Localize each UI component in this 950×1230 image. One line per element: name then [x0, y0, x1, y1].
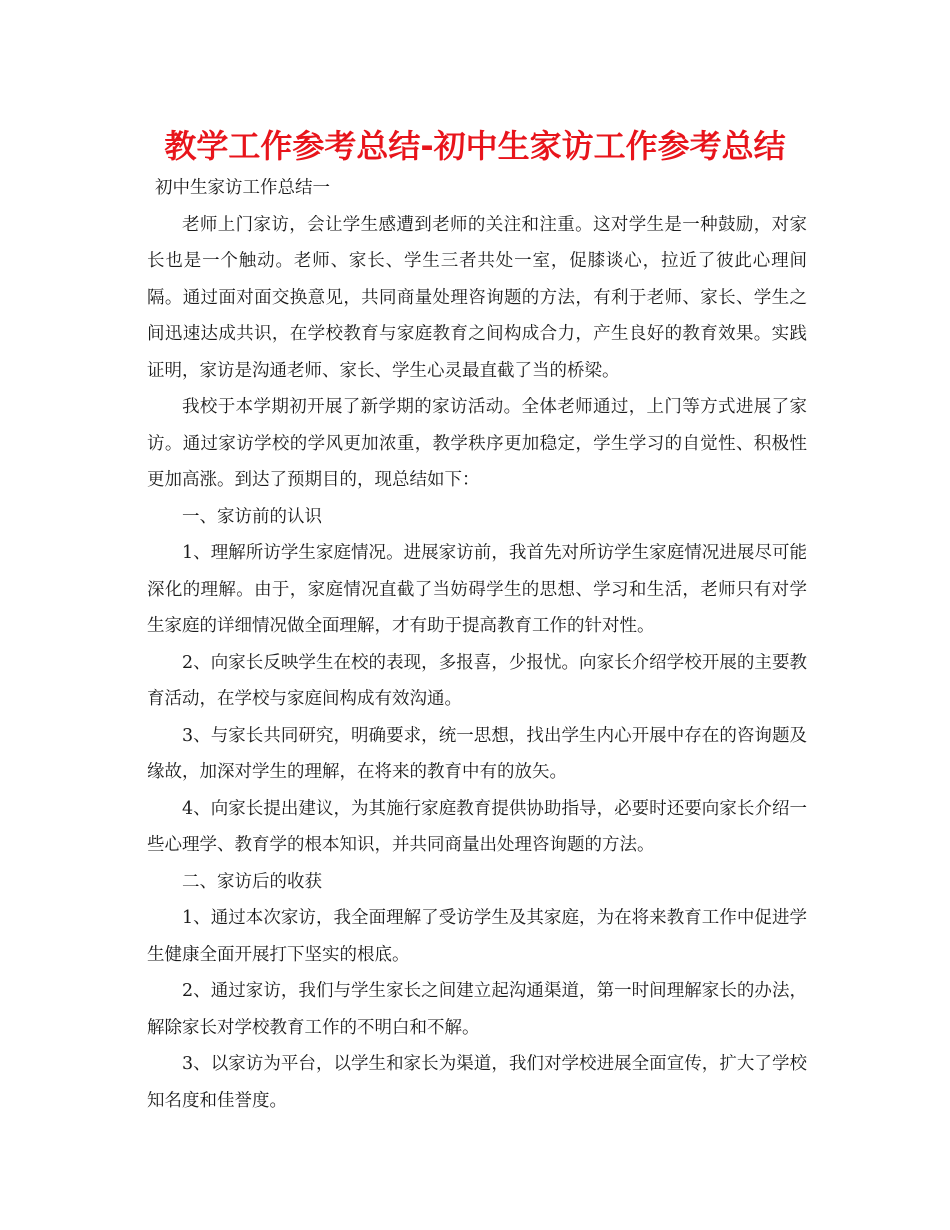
paragraph: 2、通过家访，我们与学生家长之间建立起沟通渠道，第一时间理解家长的办法，解除家长对学校教育工作的不明白和不解。 — [147, 981, 807, 1038]
document-subtitle: 初中生家访工作总结一 — [155, 178, 330, 198]
section-heading: 二、家访后的收获 — [182, 871, 322, 892]
paragraph: 老师上门家访，会让学生感遭到老师的关注和注重。这对学生是一种鼓励，对家长也是一个触动。老师、家长、学生三者共处一室，促膝谈心，拉近了彼此心理间隔。通过面对面交换意见，共同商量处理咨询题的方法，有利于老师、家长、学生之间迅速达成共识，在学校教育与家庭教育之间构成合力，产生良好的教育效果。实践证明，家访是沟通老师、家长、学生心灵最直截了当的桥梁。 — [147, 214, 807, 381]
section-heading: 一、家访前的认识 — [182, 506, 322, 527]
paragraph: 3、以家访为平台，以学生和家长为渠道，我们对学校进展全面宣传，扩大了学校知名度和佳誉度。 — [147, 1054, 807, 1111]
paragraph: 1、通过本次家访，我全面理解了受访学生及其家庭，为在将来教育工作中促进学生健康全面开展打下坚实的根底。 — [147, 908, 807, 965]
paragraph: 4、向家长提出建议，为其施行家庭教育提供协助指导，必要时还要向家长介绍一些心理学、教育学的根本知识，并共同商量出处理咨询题的方法。 — [147, 798, 807, 855]
document-title: 教学工作参考总结-初中生家访工作参考总结 — [164, 127, 786, 165]
paragraph: 2、向家长反映学生在校的表现，多报喜，少报忧。向家长介绍学校开展的主要教育活动，在学校与家庭间构成有效沟通。 — [147, 652, 807, 709]
paragraph: 3、与家长共同研究，明确要求，统一思想，找出学生内心开展中存在的咨询题及缘故，加深对学生的理解，在将来的教育中有的放矢。 — [147, 725, 807, 782]
paragraph: 1、理解所访学生家庭情况。进展家访前，我首先对所访学生家庭情况进展尽可能深化的理解。由于，家庭情况直截了当妨碍学生的思想、学习和生活，老师只有对学生家庭的详细情况做全面理解，才有助于提高教育工作的针对性。 — [147, 543, 807, 636]
paragraph: 我校于本学期初开展了新学期的家访活动。全体老师通过，上门等方式进展了家访。通过家访学校的学风更加浓重，教学秩序更加稳定，学生学习的自觉性、积极性更加高涨。到达了预期目的，现总结如下： — [147, 397, 807, 490]
document-body — [147, 170, 807, 1119]
